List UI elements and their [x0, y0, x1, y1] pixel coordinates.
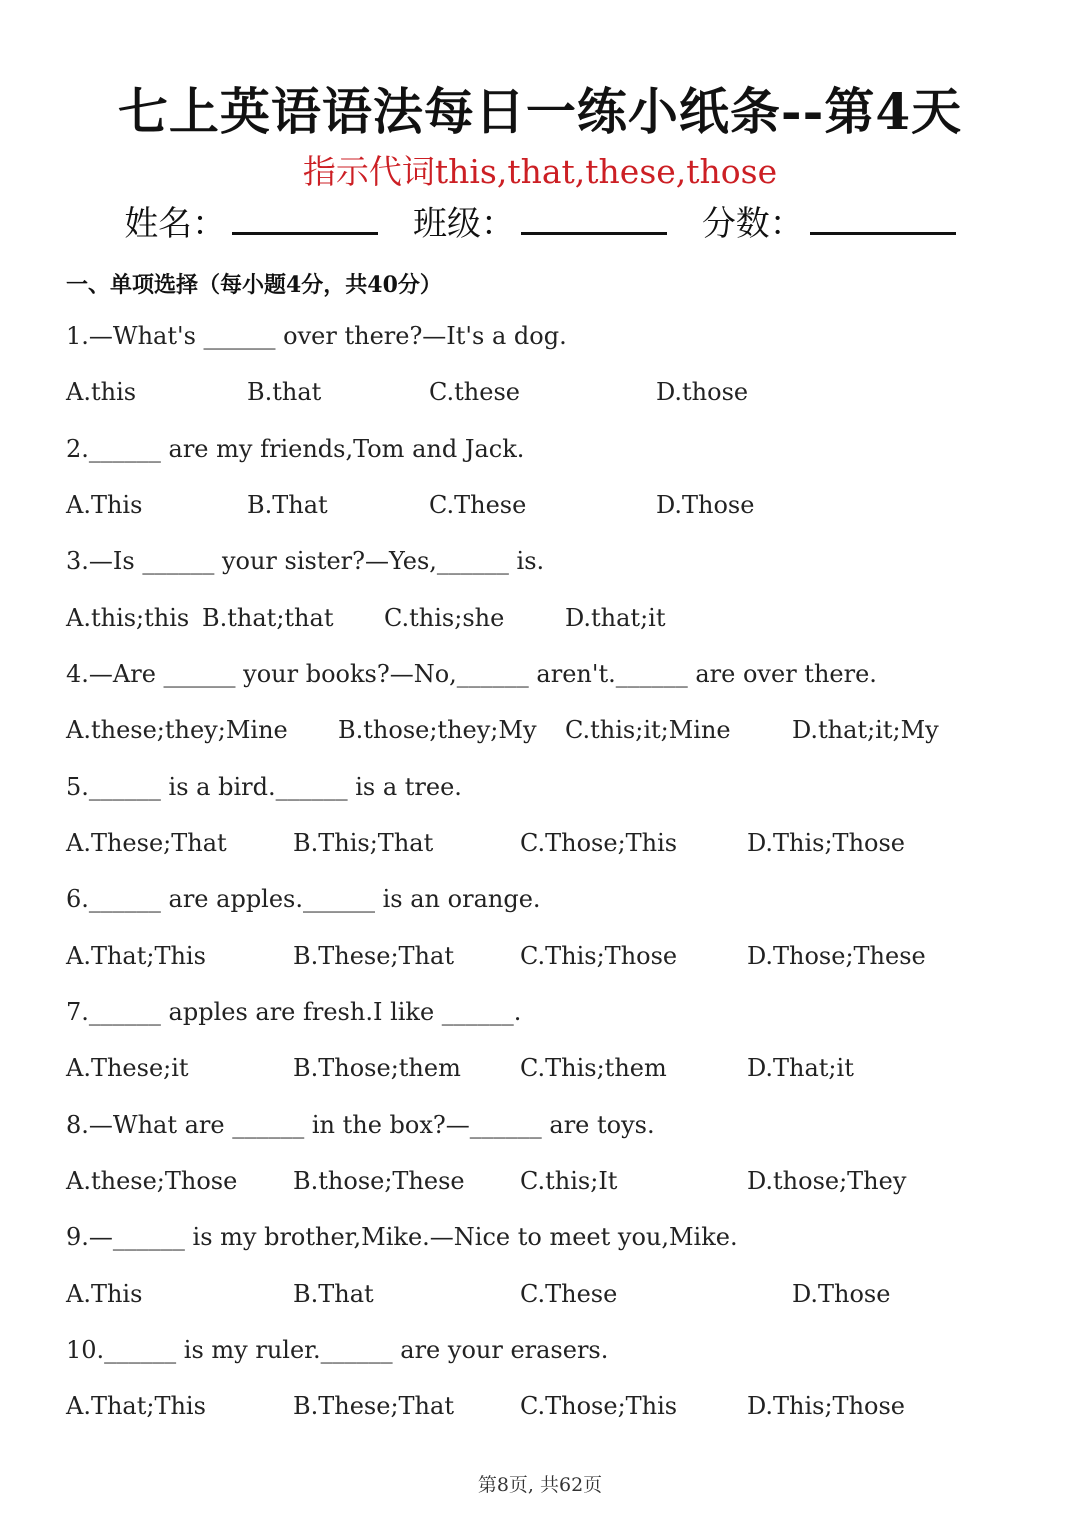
question-9: 9.—______ is my brother,Mike.—Nice to meet you,Mike.: [66, 1223, 738, 1251]
question-5: 5.______ is a bird.______ is a tree.: [66, 773, 462, 801]
q7-option-c: C.This;them: [520, 1054, 667, 1082]
class-blank[interactable]: [521, 206, 667, 235]
q8-option-d: D.those;They: [747, 1167, 907, 1195]
q9-option-b: B.That: [293, 1280, 374, 1308]
question-6: 6.______ are apples.______ is an orange.: [66, 885, 541, 913]
q4-option-b: B.those;they;My: [338, 716, 537, 744]
page-number: 第8页, 共62页: [477, 1474, 603, 1496]
q7-option-a: A.These;it: [66, 1054, 189, 1082]
q6-option-d: D.Those;These: [747, 942, 926, 970]
question-3: 3.—Is ______ your sister?—Yes,______ is.: [66, 547, 545, 575]
q1-option-b: B.that: [247, 378, 322, 406]
q7-option-d: D.That;it: [747, 1054, 854, 1082]
class-label: 班级：: [413, 204, 515, 244]
q8-option-b: B.those;These: [293, 1167, 465, 1195]
question-4: 4.—Are ______ your books?—No,______ aren't.______ are over there.: [66, 660, 877, 688]
q10-option-b: B.These;That: [293, 1392, 454, 1420]
page-title: 七上英语语法每日一练小纸条--第4天: [117, 82, 963, 141]
class-field: [413, 196, 667, 245]
q6-option-c: C.This;Those: [520, 942, 678, 970]
name-label: 姓名：: [124, 204, 227, 244]
q5-option-b: B.This;That: [293, 829, 434, 857]
q1-option-c: C.these: [429, 378, 520, 406]
q7-option-b: B.Those;them: [293, 1054, 461, 1082]
q3-option-d: D.that;it: [565, 604, 666, 632]
question-2: 2.______ are my friends,Tom and Jack.: [66, 435, 525, 463]
q9-option-c: C.These: [520, 1280, 618, 1308]
q8-option-a: A.these;Those: [66, 1167, 238, 1195]
score-label: 分数：: [701, 204, 804, 244]
name-blank[interactable]: [232, 206, 378, 235]
q5-option-c: C.Those;This: [520, 829, 678, 857]
q6-option-b: B.These;That: [293, 942, 454, 970]
q6-option-a: A.That;This: [66, 942, 206, 970]
q2-option-c: C.These: [429, 491, 527, 519]
q5-option-a: A.These;That: [66, 829, 227, 857]
q3-option-c: C.this;she: [384, 604, 505, 632]
q10-option-d: D.This;Those: [747, 1392, 905, 1420]
question-1: 1.—What's ______ over there?—It's a dog.: [66, 322, 567, 350]
q4-option-c: C.this;it;Mine: [565, 716, 731, 744]
q8-option-c: C.this;It: [520, 1167, 618, 1195]
name-field: [124, 196, 378, 245]
q5-option-d: D.This;Those: [747, 829, 905, 857]
q1-option-d: D.those: [656, 378, 749, 406]
q9-option-a: A.This: [66, 1280, 143, 1308]
q2-option-a: A.This: [66, 491, 143, 519]
q1-option-a: A.this: [66, 378, 137, 406]
q3-option-a: A.this;this: [66, 604, 190, 632]
score-blank[interactable]: [810, 206, 956, 235]
q10-option-c: C.Those;This: [520, 1392, 678, 1420]
score-field: [702, 196, 956, 245]
page-subtitle: 指示代词this,that,these,those: [302, 152, 778, 191]
question-8: 8.—What are ______ in the box?—______ are toys.: [66, 1111, 655, 1139]
q10-option-a: A.That;This: [66, 1392, 206, 1420]
q2-option-b: B.That: [247, 491, 328, 519]
q9-option-d: D.Those: [792, 1280, 891, 1308]
question-7: 7.______ apples are fresh.I like ______.: [66, 998, 522, 1026]
q4-option-a: A.these;they;Mine: [66, 716, 288, 744]
q2-option-d: D.Those: [656, 491, 755, 519]
section-heading: 一、单项选择（每小题4分，共40分）: [66, 272, 442, 298]
q4-option-d: D.that;it;My: [792, 716, 939, 744]
student-info-row: [0, 196, 1080, 245]
question-10: 10.______ is my ruler.______ are your erasers.: [66, 1336, 609, 1364]
q3-option-b: B.that;that: [202, 604, 334, 632]
